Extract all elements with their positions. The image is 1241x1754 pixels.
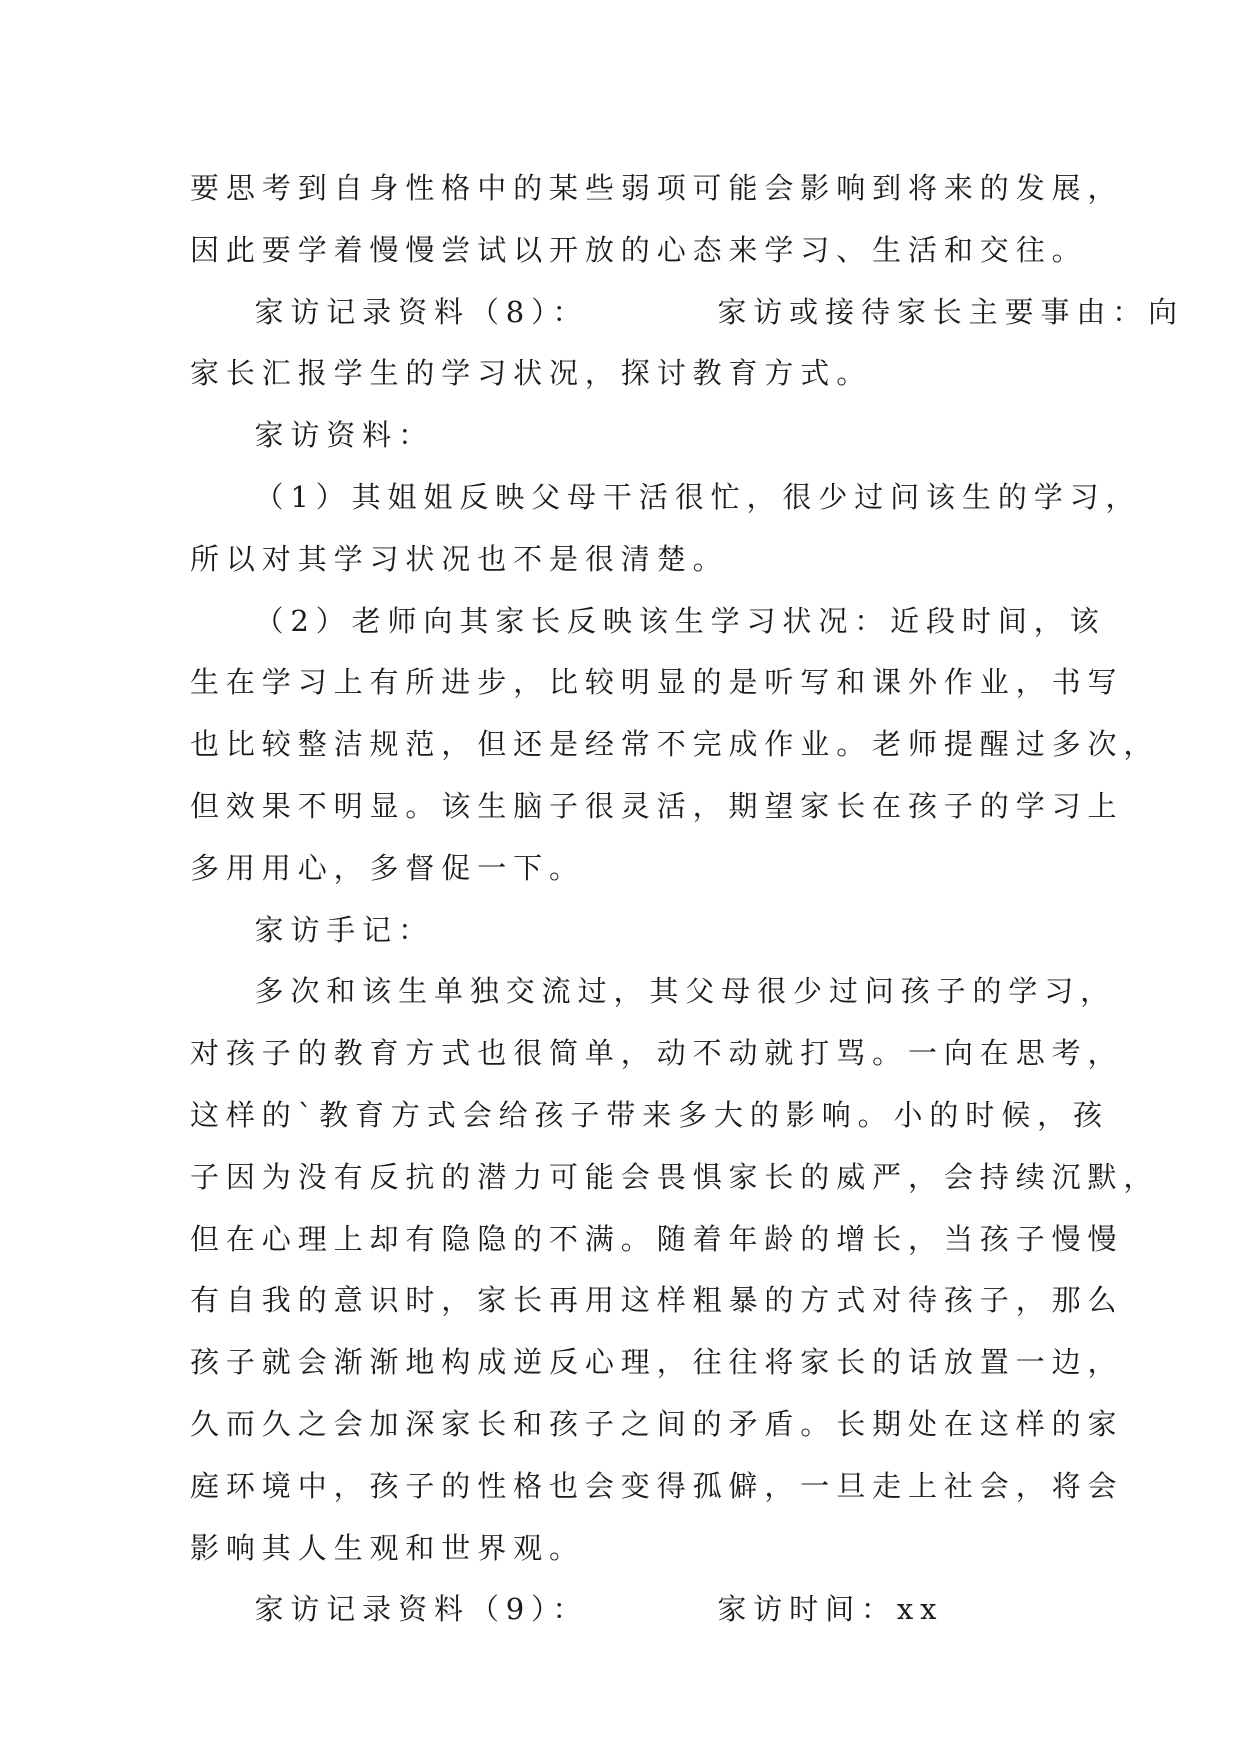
text-line: 生在学习上有所进步，比较明显的是听写和课外作业，书写 xyxy=(190,665,1124,700)
text-line: （2）老师向其家长反映该生学习状况：近段时间，该 xyxy=(190,603,1106,638)
text-line: 但在心理上却有隐隐的不满。随着年龄的增长，当孩子慢慢 xyxy=(190,1221,1124,1256)
text-line: 但效果不明显。该生脑子很灵活，期望家长在孩子的学习上 xyxy=(190,788,1124,823)
text-line: 这样的`教育方式会给孩子带来多大的影响。小的时候，孩 xyxy=(190,1097,1109,1132)
text-line: 子因为没有反抗的潜力可能会畏惧家长的威严，会持续沉默， xyxy=(190,1159,1160,1194)
text-line: 孩子就会渐渐地构成逆反心理，往往将家长的话放置一边， xyxy=(190,1345,1124,1380)
text-line: 多次和该生单独交流过，其父母很少过问孩子的学习， xyxy=(190,974,1117,1009)
text-line: 要思考到自身性格中的某些弱项可能会影响到将来的发展， xyxy=(190,171,1124,205)
text-line: 因此要学着慢慢尝试以开放的心态来学习、生活和交往。 xyxy=(190,232,1088,267)
text-line: 家访记录资料（8）： 家访或接待家长主要事由：向 xyxy=(190,294,1185,329)
document-body xyxy=(190,158,1185,1641)
text-line: 有自我的意识时，家长再用这样粗暴的方式对待孩子，那么 xyxy=(190,1283,1124,1318)
text-line: 家长汇报学生的学习状况，探讨教育方式。 xyxy=(190,356,873,391)
text-line: 也比较整洁规范，但还是经常不完成作业。老师提醒过多次， xyxy=(190,727,1160,762)
text-line: 对孩子的教育方式也很简单，动不动就打骂。一向在思考， xyxy=(190,1036,1124,1071)
text-line: 庭环境中，孩子的性格也会变得孤僻，一旦走上社会，将会 xyxy=(190,1468,1124,1503)
section-heading: 家访手记： xyxy=(190,912,434,947)
section-heading: 家访资料： xyxy=(190,418,434,453)
text-line: 所以对其学习状况也不是很清楚。 xyxy=(190,541,729,576)
text-line: 影响其人生观和世界观。 xyxy=(190,1530,585,1565)
text-line: 多用用心，多督促一下。 xyxy=(190,850,585,885)
text-line: 久而久之会加深家长和孩子之间的矛盾。长期处在这样的家 xyxy=(190,1406,1124,1441)
text-line: 家访记录资料（9）： 家访时间：xx xyxy=(190,1592,944,1627)
text-line: （1）其姐姐反映父母干活很忙，很少过问该生的学习， xyxy=(190,479,1142,514)
